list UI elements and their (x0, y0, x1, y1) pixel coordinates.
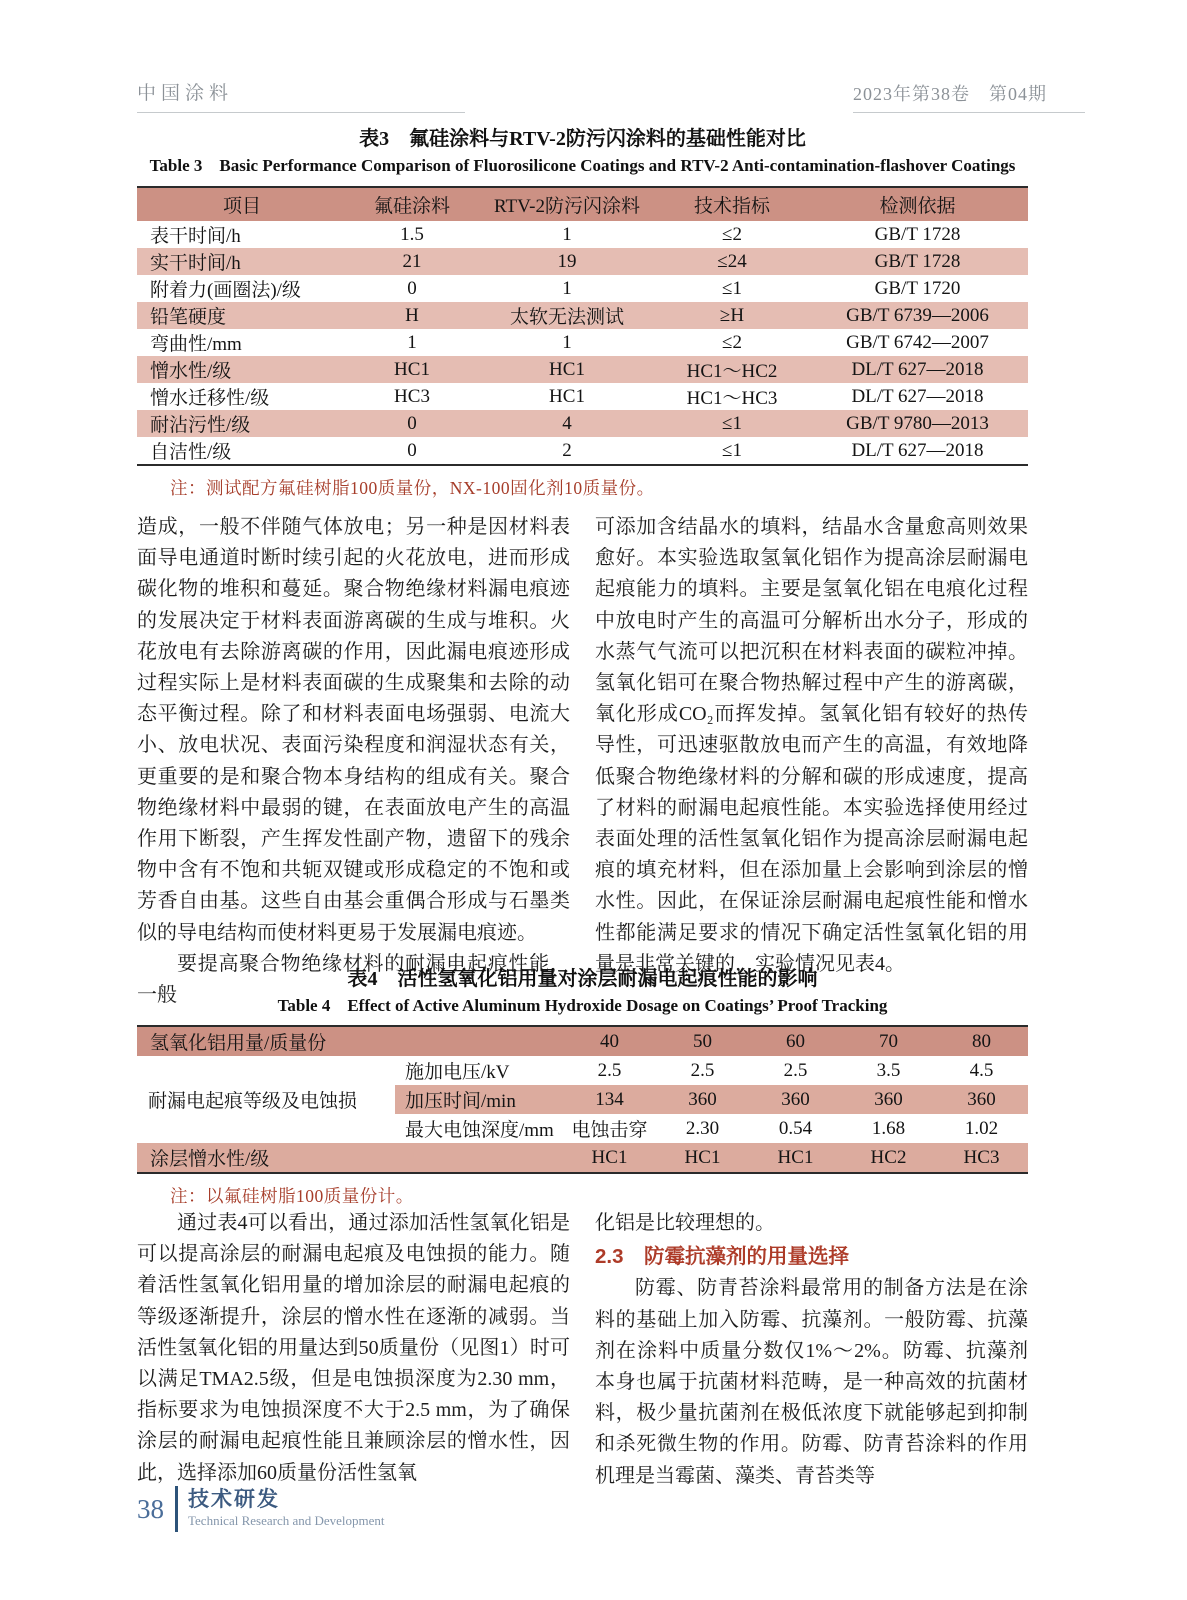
table3-section (137, 126, 1028, 500)
table-cell: ≤24 (657, 248, 807, 275)
table-cell: 最大电蚀深度/mm (405, 1120, 554, 1141)
table-cell: 1 (562, 277, 572, 299)
footer-divider (175, 1486, 178, 1532)
table-cell: 耐漏电起痕等级及电蚀损 (137, 1056, 395, 1143)
table-cell: GB/T 1720 (874, 277, 961, 299)
table3-title-en: Table 3 Basic Performance Comparison of Fluorosilicone Coatings and RTV-2 Anti-contamination-flashover Coatings (149, 156, 1016, 175)
table-cell: 2.5 (783, 1059, 808, 1081)
table4-section (137, 966, 1028, 1208)
table4 (137, 1025, 1028, 1174)
table3-body (137, 221, 1028, 465)
table-cell: 涂层憎水性/级 (137, 1143, 563, 1173)
table-cell: 氢氧化铝用量/质量份 (137, 1026, 563, 1056)
table-cell: HC1～HC3 (686, 388, 778, 409)
footer-section-en: Technical Research and Development (188, 1513, 385, 1528)
footer-section-cn: 技术研发 (188, 1488, 280, 1511)
table-cell: 134 (563, 1085, 656, 1114)
table-cell: 2.30 (685, 1117, 720, 1139)
table3-title-cn: 表3 氟硅涂料与RTV-2防污闪涂料的基础性能对比 (359, 128, 806, 150)
table-cell: 2.5 (690, 1059, 715, 1081)
table-cell: 21 (347, 248, 477, 275)
table-cell: 1 (562, 331, 572, 353)
table-cell: 1.02 (964, 1117, 999, 1139)
table-cell: 1 (562, 223, 572, 245)
table-row (137, 437, 1028, 465)
paragraph: 通过表4可以看出，通过添加活性氢氧化铝是可以提高涂层的耐漏电起痕及电蚀损的能力。随着活性氢氧化铝用量的增加涂层的耐漏电起痕的等级逐渐提升，涂层的憎水性在逐渐的减弱。当活性氢氧化铝的用量达到50质量份（见图1）时可以满足TMA2.5级，但是电蚀损深度为2.30 mm，指标要求为电蚀损深度不大于2.5 mm，为了确保涂层的耐漏电起痕性能且兼顾涂层的憎水性，因此，选择添加60质量份活性氢氧 (137, 1212, 570, 1484)
table-cell: 2 (562, 439, 572, 461)
table-cell: HC1 (549, 385, 585, 407)
table-cell: 0.54 (778, 1117, 813, 1139)
table-cell: 1.5 (400, 223, 424, 245)
table-cell: 太软无法测试 (477, 302, 657, 329)
table-cell: 实干时间/h (137, 248, 347, 275)
table-row (137, 221, 1028, 248)
paragraph: 要提高聚合物绝缘材料的耐漏电起痕性能，一般 (137, 952, 570, 1007)
table-row (137, 275, 1028, 302)
table-cell: HC3 (935, 1143, 1028, 1173)
table-row (137, 410, 1028, 437)
table3-header-cell: 项目 (137, 187, 347, 221)
footer-section (188, 1488, 385, 1530)
table-cell: GB/T 9780—2013 (807, 410, 1028, 437)
table3-header-cell: 技术指标 (657, 187, 807, 221)
table4-title-en: Table 4 Effect of Active Aluminum Hydroxide Dosage on Coatings’ Proof Tracking (277, 996, 888, 1015)
text-column-left (137, 512, 570, 1011)
page-number: 38 (137, 1493, 164, 1524)
body-text-lower (137, 1208, 1028, 1492)
table-cell: 弯曲性/mm (150, 334, 242, 355)
table3-header-row (137, 187, 1028, 221)
table-cell: ≤2 (722, 223, 742, 245)
running-head-journal: 中国涂料 (137, 78, 465, 113)
table-cell: 附着力(画圈法)/级 (150, 280, 301, 301)
table-row (137, 1143, 1028, 1173)
table-cell: GB/T 6742—2007 (846, 331, 989, 353)
table-cell: 0 (407, 277, 417, 299)
table-row (137, 1056, 1028, 1085)
table-cell: 施加电压/kV (405, 1062, 510, 1083)
table-cell: 19 (477, 248, 657, 275)
table4-title-cn: 表4 活性氢氧化铝用量对涂层耐漏电起痕性能的影响 (347, 968, 818, 990)
text-column-left (137, 1208, 570, 1492)
table-cell: 360 (842, 1085, 935, 1114)
text-column-right (595, 1208, 1028, 1492)
table-row (137, 1026, 1028, 1056)
table-cell: GB/T 1728 (807, 248, 1028, 275)
table-row (137, 248, 1028, 275)
table-cell: GB/T 1728 (874, 223, 961, 245)
table3-header-cell: RTV-2防污闪涂料 (477, 187, 657, 221)
page-footer (137, 1486, 385, 1532)
table3-header-cell: 氟硅涂料 (347, 187, 477, 221)
paragraph: 化铝是比较理想的。 (595, 1212, 775, 1234)
table-cell: 耐沾污性/级 (137, 410, 347, 437)
table-row (137, 356, 1028, 383)
running-head-issue: 2023年第38卷 第04期 (853, 80, 1085, 113)
table-cell: HC1 (347, 356, 477, 383)
table-cell: 加压时间/min (395, 1085, 563, 1114)
table-cell: ≥H (657, 302, 807, 329)
table-cell: 憎水迁移性/级 (150, 388, 270, 409)
table-cell: 电蚀击穿 (571, 1120, 648, 1141)
table-row (137, 302, 1028, 329)
table-cell: 0 (407, 439, 417, 461)
table-cell: 自洁性/级 (150, 442, 232, 463)
table-cell: DL/T 627—2018 (851, 439, 984, 461)
table4-note: 注：以氟硅树脂100质量份计。 (170, 1186, 414, 1206)
table3-header-cell: 检测依据 (807, 187, 1028, 221)
table-row (137, 329, 1028, 356)
table-cell: HC1 (749, 1143, 842, 1173)
table-cell: 360 (749, 1085, 842, 1114)
table-cell: 50 (656, 1026, 749, 1056)
table-cell: 360 (656, 1085, 749, 1114)
paragraph: 造成，一般不伴随气体放电；另一种是因材料表面导电通道时断时续引起的火花放电，进而形成碳化物的堆积和蔓延。聚合物绝缘材料漏电痕迹的发展决定于材料表面游离碳的生成与堆积。火花放电有去除游离碳的作用，因此漏电痕迹形成过程实际上是材料表面碳的生成聚集和去除的动态平衡过程。除了和材料表面电场强弱、电流大小、放电状况、表面污染程度和润湿状态有关，更重要的是和聚合物本身结构的组成有关。聚合物绝缘材料中最弱的键，在表面放电产生的高温作用下断裂，产生挥发性副产物，遗留下的残余物中含有不饱和共轭双键或形成稳定的不饱和或芳香自由基。这些自由基会重偶合形成与石墨类似的导电结构而使材料更易于发展漏电痕迹。 (137, 516, 570, 944)
table-cell: HC1～HC2 (657, 356, 807, 383)
table-cell: GB/T 6739—2006 (807, 302, 1028, 329)
table-cell: ≤1 (722, 439, 742, 461)
table-cell: 表干时间/h (150, 226, 241, 247)
table-cell: HC3 (394, 385, 430, 407)
text-column-right (595, 512, 1028, 1011)
table-cell: 0 (347, 410, 477, 437)
table-cell: 360 (935, 1085, 1028, 1114)
body-text-upper (137, 512, 1028, 1011)
table-cell: 40 (563, 1026, 656, 1056)
table-cell: 3.5 (876, 1059, 901, 1081)
table-cell: 1 (407, 331, 417, 353)
table-cell: ≤1 (657, 410, 807, 437)
table3 (137, 186, 1028, 466)
table-cell: 2.5 (597, 1059, 622, 1081)
table-row (137, 383, 1028, 410)
table-cell: 80 (935, 1026, 1028, 1056)
table-cell: H (347, 302, 477, 329)
table-cell: 4 (477, 410, 657, 437)
table-cell: HC1 (563, 1143, 656, 1173)
table-cell: 60 (749, 1026, 842, 1056)
table-cell: HC1 (656, 1143, 749, 1173)
table-cell: 铅笔硬度 (137, 302, 347, 329)
table-cell: DL/T 627—2018 (807, 356, 1028, 383)
table-cell: DL/T 627—2018 (851, 385, 984, 407)
table-cell: HC1 (477, 356, 657, 383)
table-cell: 4.5 (969, 1059, 994, 1081)
paragraph: 可添加含结晶水的填料，结晶水含量愈高则效果愈好。本实验选取氢氧化铝作为提高涂层耐漏电起痕能力的填料。主要是氢氧化铝在电痕化过程中放电时产生的高温可分解析出水分子，形成的水蒸气气流可以把沉积在材料表面的碳粒冲掉。氢氧化铝可在聚合物热解过程中产生的游离碳，氧化形成CO₂而挥发掉。氢氧化铝有较好的热传导性，可迅速驱散放电而产生的高温，有效地降低聚合物绝缘材料的分解和碳的形成速度，提高了材料的耐漏电起痕性能。本实验选择使用经过表面处理的活性氢氧化铝作为提高涂层耐漏电起痕的填充材料，但在添加量上会影响到涂层的憎水性。因此，在保证涂层耐漏电起痕性能和憎水性都能满足要求的情况下确定活性氢氧化铝的用量是非常关键的，实验情况见表4。 (595, 516, 1028, 975)
table-cell: ≤2 (722, 331, 742, 353)
table3-note: 注：测试配方氟硅树脂100质量份，NX-100固化剂10质量份。 (170, 478, 655, 498)
paragraph: 防霉、防青苔涂料最常用的制备方法是在涂料的基础上加入防霉、抗藻剂。一般防霉、抗藻剂在涂料中质量分数仅1%～2%。防霉、抗藻剂本身也属于抗菌材料范畴，是一种高效的抗菌材料，极少量抗菌剂在极低浓度下就能够起到抑制和杀死微生物的作用。防霉、防青苔涂料的作用机理是当霉菌、藻类、青苔类等 (595, 1277, 1028, 1487)
table-cell: HC2 (842, 1143, 935, 1173)
table-cell: 1.68 (871, 1117, 906, 1139)
table-cell: ≤1 (722, 277, 742, 299)
table-cell: 70 (842, 1026, 935, 1056)
section-heading: 2.3 防霉抗藻剂的用量选择 (595, 1245, 849, 1269)
table-cell: 憎水性/级 (137, 356, 347, 383)
